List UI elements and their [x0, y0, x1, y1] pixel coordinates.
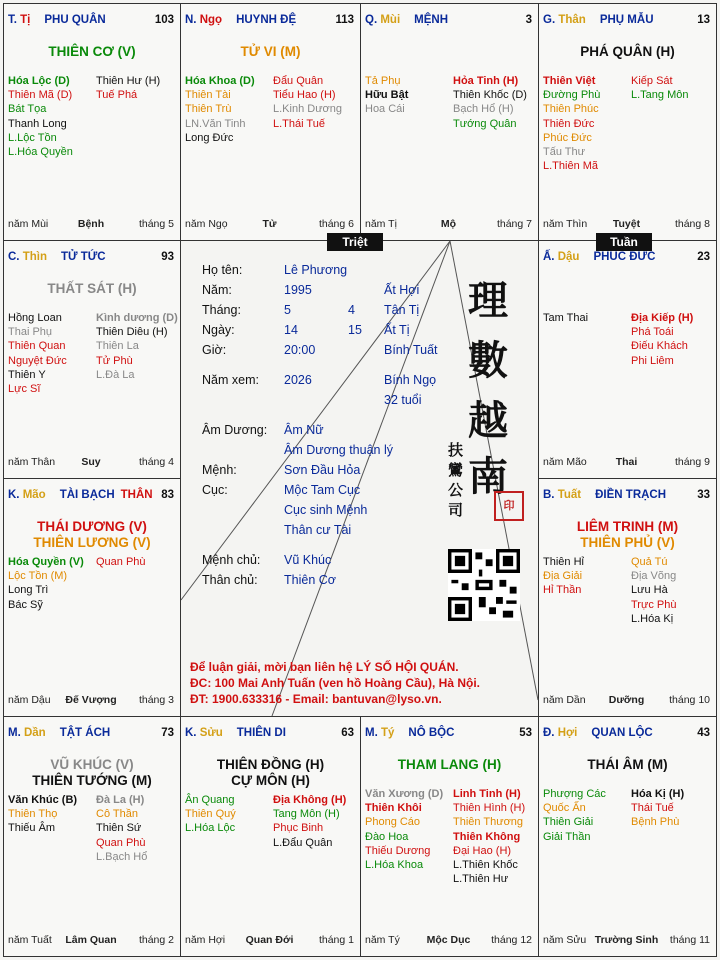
contact-line-1: Để luận giải, mời bạn liên hệ LÝ SỐ HỘI QUÁN. [190, 660, 459, 674]
footer-month: tháng 12 [491, 934, 532, 946]
palace-chi: Tị [20, 14, 31, 26]
footer-year: năm Mùi [8, 218, 49, 230]
minor-star: Linh Tinh (H) [453, 788, 521, 800]
age: 32 tuổi [384, 393, 422, 407]
palace-name: TẬT ÁCH [59, 727, 111, 739]
minor-star: Quốc Ấn [543, 802, 586, 815]
main-star: THẤT SÁT (H) [47, 281, 137, 296]
footer-year: năm Hợi [185, 934, 226, 946]
minor-star: Trực Phù [631, 598, 677, 611]
palace-number: 33 [697, 489, 710, 501]
footer-year: năm Tị [365, 218, 397, 230]
minor-star: L.Thiên Hư [453, 873, 509, 886]
calligraphy-char-1: 理 [468, 277, 508, 324]
palace-can: K. [185, 727, 197, 739]
main-star: THÁI ÂM (M) [587, 757, 668, 772]
palace-name: MỆNH [414, 14, 449, 26]
minor-star: L.Hóa Kị [631, 612, 674, 625]
minor-star: Kình dương (D) [96, 312, 178, 324]
minor-star: Long Trì [8, 584, 49, 597]
minor-star: Phúc Đức [543, 131, 592, 144]
palace-chi: Hợi [557, 727, 578, 739]
palace-name: TÀI BẠCH [59, 489, 115, 501]
center-info [178, 239, 535, 715]
palace-can: M. [365, 727, 378, 739]
main-star: THÁI DƯƠNG (V) [37, 519, 147, 534]
minor-star: L.Thiên Khốc [453, 859, 518, 872]
footer-stage: Tử [262, 218, 277, 230]
minor-star: Thiên Quan [8, 340, 66, 353]
than-chu-label: Thân chủ: [202, 573, 258, 587]
day-solar: 14 [284, 323, 298, 337]
footer-year: năm Thân [8, 456, 56, 468]
minor-star: Ân Quang [185, 794, 235, 806]
minor-star: Thiên Hình (H) [453, 802, 526, 815]
palace-name: PHU QUÂN [44, 14, 106, 26]
palace-chi: Mão [22, 489, 46, 501]
month-lunar: Tân Tị [384, 303, 420, 317]
minor-star: Đào Hoa [365, 830, 409, 843]
minor-star: Thiên Tài [185, 89, 231, 102]
amduong-value-2: Âm Dương thuận lý [284, 443, 393, 457]
minor-star: Tấu Thư [543, 146, 586, 159]
view-year-lunar: Bính Ngọ [384, 373, 437, 387]
day-lunar-num: 15 [348, 323, 362, 337]
minor-star: Hóa Quyền (V) [8, 556, 84, 568]
minor-star: Bệnh Phù [631, 816, 680, 829]
footer-month: tháng 4 [138, 456, 174, 468]
palace-chi: Thìn [22, 251, 47, 263]
footer-stage: Đế Vượng [65, 694, 117, 706]
footer-stage: Mộc Dục [426, 934, 471, 946]
minor-star: L.Hóa Quyền [8, 146, 73, 159]
minor-star: Thiên Việt [543, 75, 596, 87]
minor-star: Lực Sĩ [8, 383, 41, 396]
minor-star: Bạch Hổ (H) [453, 103, 514, 116]
minor-star: Thiên La [96, 340, 139, 353]
minor-star: Địa Võng [631, 570, 677, 583]
minor-star: Thiên Hư (H) [96, 75, 161, 87]
minor-star: Thiên Khôi [365, 802, 422, 815]
menh-chu-value: Vũ Khúc [284, 553, 332, 567]
footer-year: năm Tuất [8, 934, 52, 946]
palace-can: Q. [365, 14, 378, 26]
minor-star: Tả Phụ [365, 75, 401, 87]
minor-star: Phá Toái [631, 326, 674, 339]
than-chu-value: Thiên Cơ [284, 573, 336, 587]
footer-month: tháng 7 [496, 218, 532, 230]
minor-star: L.Đà La [96, 368, 135, 381]
footer-stage: Lâm Quan [65, 934, 117, 946]
footer-year: năm Dần [543, 694, 586, 706]
minor-star: Hỉ Thần [543, 584, 582, 597]
amduong-value: Âm Nữ [284, 423, 324, 437]
month-label: Tháng: [202, 303, 241, 317]
minor-star: LN.Văn Tinh [185, 117, 246, 130]
main-star: THIÊN PHỦ (V) [580, 535, 675, 550]
view-year-label: Năm xem: [202, 373, 259, 387]
minor-star: L.Thiên Mã [543, 160, 599, 173]
footer-stage: Trường Sinh [594, 934, 659, 946]
contact-line-2: ĐC: 100 Mai Anh Tuấn (ven hồ Hoàng Cầu), Hà Nội. [190, 676, 481, 690]
minor-star: Lưu Hà [631, 584, 668, 597]
minor-star: Cô Thần [96, 808, 138, 821]
minor-star: Đại Hao (H) [453, 844, 512, 857]
minor-star: Thiên Diêu (H) [96, 326, 168, 339]
main-star: LIÊM TRINH (M) [576, 519, 679, 534]
palace-can: N. [185, 14, 197, 26]
main-star: TỬ VI (M) [240, 44, 301, 59]
calligraphy-char-3: 越 [468, 397, 508, 444]
palace-can: C. [8, 251, 20, 263]
minor-star: Hữu Bật [365, 89, 409, 102]
minor-star: Bác Sỹ [8, 598, 43, 611]
palace-number: 23 [697, 251, 710, 263]
palace-number: 83 [161, 489, 174, 501]
minor-star: Phong Cáo [365, 816, 421, 829]
calligraphy-small-4: 司 [448, 501, 464, 519]
palace-number: 63 [341, 727, 354, 739]
contact-line-3[interactable]: ĐT: 1900.633316 - Email: bantuvan@lyso.vn. [190, 692, 442, 706]
minor-star: Thiên Đức [543, 117, 595, 130]
main-star: THAM LANG (H) [397, 757, 502, 772]
footer-month: tháng 8 [674, 218, 710, 230]
minor-star: Thiên Giải [543, 816, 594, 829]
palace-name: THIÊN DI [236, 727, 286, 739]
calligraphy-char-2: 數 [468, 337, 508, 384]
minor-star: Thai Phụ [8, 326, 53, 339]
footer-year: năm Sửu [543, 934, 587, 946]
minor-star: Lộc Tồn (M) [8, 570, 68, 583]
day-lunar: Ất Tị [384, 323, 410, 337]
cuc-value-2: Cục sinh Mệnh [284, 503, 368, 517]
palace-chi: Thân [558, 14, 586, 26]
footer-month: tháng 10 [669, 694, 710, 706]
palace-name: ĐIỀN TRẠCH [595, 489, 667, 501]
cuc-label: Cục: [202, 483, 228, 497]
palace-number: 113 [335, 14, 354, 26]
footer-stage: Bệnh [77, 218, 105, 230]
minor-star: Địa Không (H) [273, 794, 347, 806]
year-label: Năm: [202, 283, 232, 297]
palace-number: 13 [697, 14, 710, 26]
name-value: Lê Phương [284, 263, 348, 277]
palace-name: PHỤ MẪU [599, 14, 654, 26]
palace-can: M. [8, 727, 21, 739]
minor-star: Thiên Không [453, 830, 521, 843]
palace-chi: Mùi [380, 14, 401, 26]
footer-year: năm Thìn [543, 218, 588, 230]
minor-star: Quan Phù [96, 556, 146, 568]
minor-star: Văn Xương (D) [365, 788, 444, 800]
minor-star: Thái Tuế [631, 802, 674, 815]
minor-star: Hóa Kị (H) [631, 788, 685, 800]
palace-number: 3 [525, 14, 532, 26]
palace-number: 73 [161, 727, 174, 739]
minor-star: L.Đẩu Quân [273, 836, 333, 849]
triet-tag: Triệt [327, 233, 383, 251]
palace-name: QUAN LỘC [591, 727, 653, 739]
minor-star: Tử Phù [96, 354, 133, 367]
main-star: THIÊN TƯỚNG (M) [32, 773, 152, 788]
footer-month: tháng 9 [674, 456, 710, 468]
calligraphy-small-1: 扶 [448, 441, 464, 459]
palace-number: 43 [697, 727, 710, 739]
palace-chi: Dậu [557, 251, 580, 263]
minor-star: Thiên Thọ [8, 808, 58, 821]
minor-star: Thiên Y [8, 368, 46, 381]
footer-month: tháng 5 [138, 218, 174, 230]
main-star: THIÊN ĐỒNG (H) [216, 757, 325, 772]
hour-label: Giờ: [202, 343, 227, 357]
minor-star: Bát Tọa [8, 103, 47, 116]
minor-star: Địa Kiếp (H) [631, 312, 694, 324]
palace-name: NÔ BỘC [408, 727, 455, 739]
main-star: THIÊN CƠ (V) [48, 44, 136, 59]
footer-stage: Suy [81, 456, 101, 468]
menh-label: Mệnh: [202, 463, 237, 477]
minor-star: Long Đức [185, 131, 234, 144]
minor-star: Phục Binh [273, 822, 324, 835]
minor-star: Hồng Loan [8, 312, 62, 324]
main-star: CỰ MÔN (H) [231, 773, 310, 788]
footer-stage: Tuyệt [612, 218, 641, 230]
calligraphy-small-2: 鸞 [448, 461, 464, 479]
minor-star: L.Kinh Dương [273, 103, 343, 116]
minor-star: Tiểu Hao (H) [273, 89, 336, 102]
footer-year: năm Mão [543, 456, 587, 468]
palace-can: K. [8, 489, 20, 501]
amduong-label: Âm Dương: [202, 423, 268, 437]
palace-can: Ấ. [543, 251, 555, 263]
minor-star: Thiên Quý [185, 808, 236, 821]
minor-star: Thiên Mã (D) [8, 89, 73, 102]
minor-star: L.Tang Môn [631, 89, 689, 102]
main-star: PHÁ QUÂN (H) [580, 44, 675, 59]
palace-can: G. [543, 14, 556, 26]
footer-stage: Mộ [440, 218, 457, 230]
minor-star: Thiên Thương [453, 816, 524, 829]
minor-star: Thanh Long [8, 117, 67, 130]
hour-lunar: Bính Tuất [384, 343, 438, 357]
minor-star: Hóa Khoa (D) [185, 75, 255, 87]
minor-star: Tuế Phá [96, 89, 138, 102]
minor-star: Quả Tú [631, 556, 668, 568]
minor-star: Điếu Khách [631, 340, 688, 353]
day-label: Ngày: [202, 323, 235, 337]
minor-star: Thiên Khốc (D) [453, 89, 527, 102]
red-seal-icon: 印 [494, 491, 524, 521]
than-marker: THÂN [120, 489, 153, 501]
minor-star: Thiên Trù [185, 103, 232, 116]
footer-month: tháng 11 [669, 934, 710, 946]
minor-star: Địa Giải [543, 570, 583, 583]
minor-star: Phượng Các [543, 788, 606, 800]
minor-star: Đà La (H) [96, 794, 145, 806]
minor-star: Quan Phù [96, 836, 146, 849]
minor-star: Kiếp Sát [631, 75, 673, 87]
footer-stage: Dưỡng [608, 694, 645, 706]
minor-star: Đường Phù [543, 89, 601, 102]
palace-can: Đ. [543, 727, 555, 739]
footer-year: năm Ngọ [185, 218, 228, 230]
palace-can: T. [8, 14, 17, 26]
calligraphy-small-3: 公 [448, 481, 464, 499]
palace-number: 103 [154, 14, 174, 26]
footer-stage: Thai [615, 456, 638, 468]
minor-star: L.Lộc Tồn [8, 131, 57, 144]
palace-number: 93 [161, 251, 174, 263]
hour-value: 20:00 [284, 343, 316, 357]
palace-number: 53 [519, 727, 532, 739]
palace-chi: Sửu [199, 727, 223, 739]
footer-stage: Quan Đới [245, 934, 294, 946]
minor-star: Giải Thần [543, 830, 591, 843]
palace-name: TỬ TỨC [60, 251, 106, 263]
month-solar: 5 [284, 303, 291, 317]
palace-can: B. [543, 489, 555, 501]
minor-star: Phi Liêm [631, 354, 674, 367]
palace-chi: Ngọ [199, 14, 223, 26]
name-label: Họ tên: [202, 263, 243, 277]
view-year: 2026 [284, 373, 312, 387]
minor-star: Thiếu Dương [365, 844, 431, 857]
month-lunar-num: 4 [348, 303, 355, 317]
minor-star: L.Hóa Khoa [365, 859, 424, 872]
minor-star: Tam Thai [543, 312, 589, 324]
palace-chi: Dần [23, 727, 46, 739]
footer-year: năm Dậu [8, 694, 51, 706]
minor-star: L.Hóa Lộc [185, 822, 236, 835]
minor-star: Hoa Cái [365, 103, 405, 116]
footer-month: tháng 1 [318, 934, 354, 946]
minor-star: Văn Khúc (B) [8, 794, 78, 806]
minor-star: Nguyệt Đức [8, 354, 67, 367]
minor-star: L.Thái Tuế [273, 117, 325, 130]
minor-star: Thiên Sứ [96, 822, 142, 835]
palace-name: HUYNH ĐỆ [236, 14, 297, 26]
minor-star: Thiên Hỉ [543, 556, 584, 568]
menh-chu-label: Mệnh chủ: [202, 553, 261, 567]
palace-chi: Tý [380, 727, 395, 739]
footer-month: tháng 3 [138, 694, 174, 706]
minor-star: Thiếu Âm [8, 822, 56, 835]
footer-year: năm Tý [365, 934, 400, 946]
minor-star: L.Bạch Hổ [96, 850, 148, 863]
menh-value: Sơn Đầu Hỏa [284, 463, 361, 477]
palace-chi: Tuất [557, 489, 582, 501]
minor-star: Thiên Phúc [543, 103, 599, 116]
cuc-value: Mộc Tam Cục [284, 483, 361, 497]
cuc-value-3: Thân cư Tài [284, 523, 352, 537]
minor-star: Tướng Quân [453, 117, 517, 130]
minor-star: Hỏa Tinh (H) [453, 75, 519, 87]
calligraphy-char-4: 南 [468, 453, 508, 500]
palace-name: PHÚC ĐỨC [593, 251, 656, 263]
qr-code-icon[interactable] [448, 549, 520, 621]
tuan-tag: Tuần [596, 233, 652, 251]
minor-star: Đẩu Quân [273, 75, 324, 87]
year-lunar: Ất Hợi [384, 283, 420, 297]
minor-star: Hóa Lộc (D) [8, 75, 70, 87]
main-star: THIÊN LƯƠNG (V) [33, 535, 151, 550]
footer-month: tháng 2 [138, 934, 174, 946]
year-solar: 1995 [284, 283, 312, 297]
footer-month: tháng 6 [318, 218, 354, 230]
main-star: VŨ KHÚC (V) [50, 757, 134, 772]
minor-star: Tang Môn (H) [273, 808, 340, 821]
